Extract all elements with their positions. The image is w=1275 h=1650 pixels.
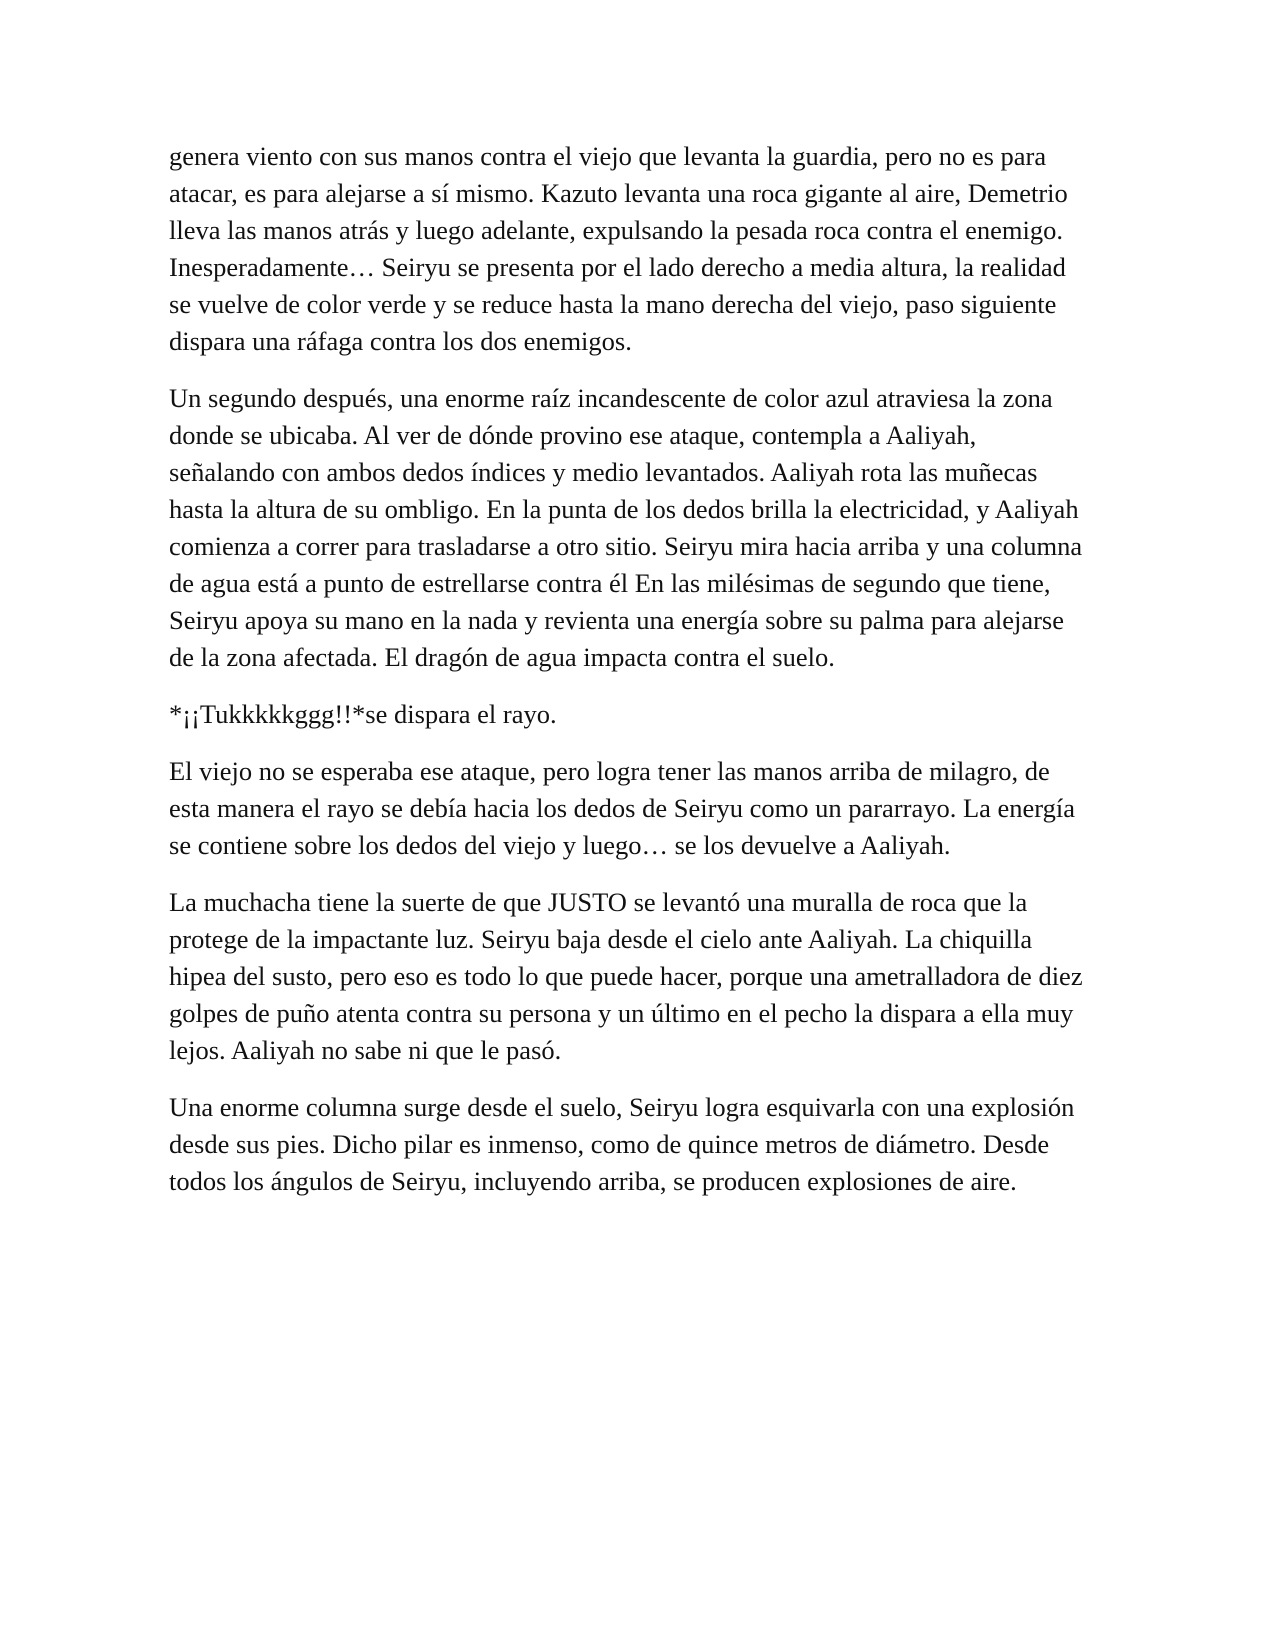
paragraph-4: El viejo no se esperaba ese ataque, pero logra tener las manos arriba de milagro, de esta manera el rayo se debía hacia los dedos de Seiryu como un pararrayo. La energía se contiene sobre los dedos del viejo y luego… se los devuelve a Aaliyah. bbox=[169, 756, 1076, 860]
paragraph-2: Un segundo después, una enorme raíz incandescente de color azul atraviesa la zona donde se ubicaba. Al ver de dónde provino ese ataque, contempla a Aaliyah, señalando con ambos dedos índices y medio levantados. Aaliyah rota las muñecas hasta la altura de su ombligo. En la punta de los dedos brilla la electricidad, y Aaliyah comienza a correr para trasladarse a otro sitio. Seiryu mira hacia arriba y una columna de agua está a punto de estrellarse contra él En las milésimas de segundo que tiene, Seiryu apoya su mano en la nada y revienta una energía sobre su palma para alejarse de la zona afectada. El dragón de agua impacta contra el suelo. bbox=[169, 383, 1083, 672]
paragraph-5: La muchacha tiene la suerte de que JUSTO se levantó una muralla de roca que la protege de la impactante luz. Seiryu baja desde el cielo ante Aaliyah. La chiquilla hipea del susto, pero eso es todo lo que puede hacer, porque una ametralladora de diez golpes de puño atenta contra su persona y un último en el pecho la dispara a ella muy lejos. Aaliyah no sabe ni que le pasó. bbox=[169, 887, 1083, 1065]
paragraph-6: Una enorme columna surge desde el suelo, Seiryu logra esquivarla con una explosión desde sus pies. Dicho pilar es inmenso, como de quince metros de diámetro. Desde todos los ángulos de Seiryu, incluyendo arriba, se producen explosiones de aire. bbox=[169, 1092, 1075, 1196]
paragraph-3: *¡¡Tukkkkkggg!!*se dispara el rayo. bbox=[169, 699, 557, 729]
document-body bbox=[169, 138, 1084, 1200]
paragraph-1: genera viento con sus manos contra el viejo que levanta la guardia, pero no es para atacar, es para alejarse a sí mismo. Kazuto levanta una roca gigante al aire, Demetrio lleva las manos atrás y luego adelante, expulsando la pesada roca contra el enemigo. Inesperadamente… Seiryu se presenta por el lado derecho a media altura, la realidad se vuelve de color verde y se reduce hasta la mano derecha del viejo, paso siguiente dispara una ráfaga contra los dos enemigos. bbox=[169, 141, 1068, 356]
